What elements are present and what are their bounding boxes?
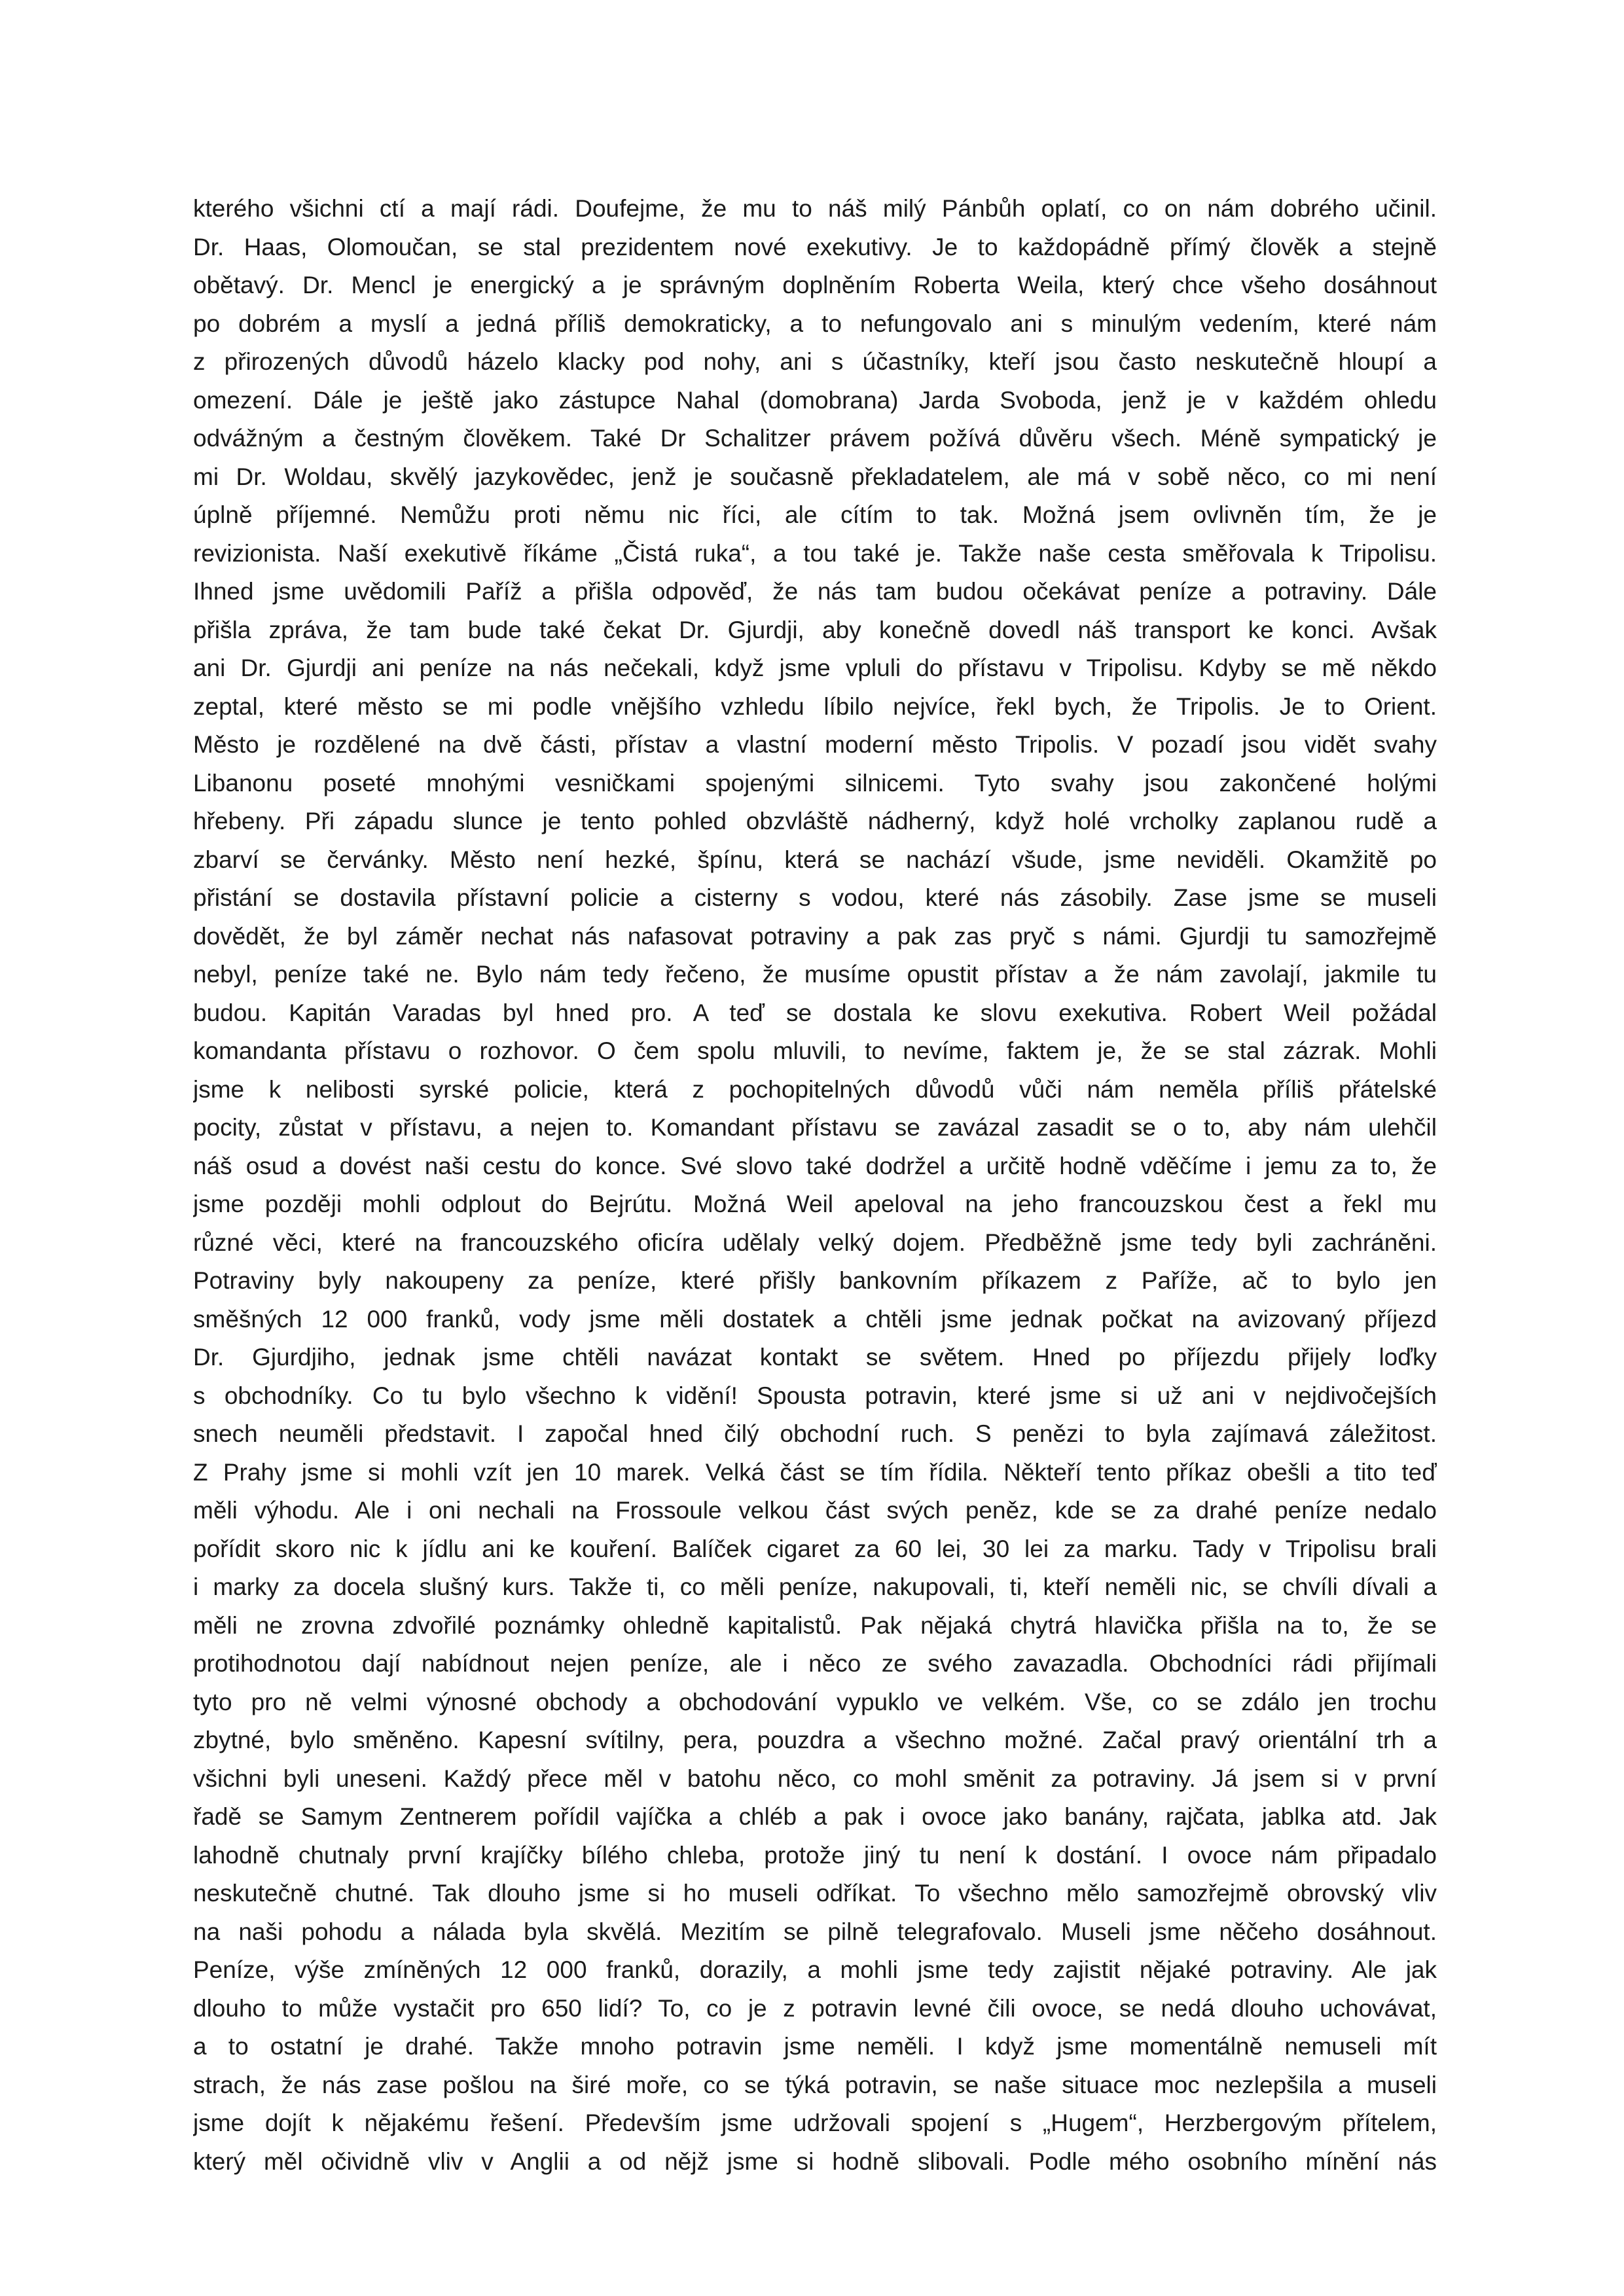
body-text <box>193 190 1437 2181</box>
text-line: hřebeny. Při západu slunce je tento pohled obzvláště nádherný, když holé vrcholky zaplanou rudě a <box>193 808 1437 834</box>
text-line: Libanonu poseté mnohými vesničkami spojenými silnicemi. Tyto svahy jsou zakončené holými <box>193 769 1437 797</box>
text-line: jsme později mohli odplout do Bejrútu. Možná Weil apeloval na jeho francouzskou čest a řekl mu <box>193 1191 1437 1217</box>
text-line: pořídit skoro nic k jídlu ani ke kouření. Balíček cigaret za 60 lei, 30 lei za marku. Tady v Tripolisu brali <box>193 1535 1437 1562</box>
text-line: pocity, zůstat v přístavu, a nejen to. Komandant přístavu se zavázal zasadit se o to, aby nám ulehčil <box>193 1114 1437 1141</box>
text-line: měli ne zrovna zdvořilé poznámky ohledně kapitalistů. Pak nějaká chytrá hlavička přišla na to, že se <box>193 1611 1437 1639</box>
text-line: Město je rozdělené na dvě části, přístav a vlastní moderní město Tripolis. V pozadí jsou vidět svahy <box>193 731 1437 758</box>
text-line: zbarví se červánky. Město není hezké, špínu, která se nachází všude, jsme neviděli. Okamžitě po <box>193 846 1437 873</box>
text-line: protihodnotou dají nabídnout nejen peníze, ale i něco ze svého zavazadla. Obchodníci rádi přijímali <box>193 1650 1437 1677</box>
text-line: odvážným a čestným člověkem. Také Dr Schalitzer právem požívá důvěru všech. Méně sympatický je <box>193 425 1437 452</box>
text-line: lahodně chutnaly první krajíčky bílého chleba, protože jiný tu není k dostání. I ovoce nám připadalo <box>193 1841 1437 1869</box>
text-line: přistání se dostavila přístavní policie a cisterny s vodou, které nás zásobily. Zase jsme se museli <box>193 884 1437 911</box>
text-line: obětavý. Dr. Mencl je energický a je správným doplněním Roberta Weila, který chce všeho dosáhnout <box>193 272 1437 298</box>
text-line: Dr. Haas, Olomoučan, se stal prezidentem nové exekutivy. Je to každopádně přímý člověk a stejně <box>193 233 1437 260</box>
text-line: revizionista. Naší exekutivě říkáme „Čistá ruka“, a tou také je. Takže naše cesta směřovala k Tripolisu. <box>193 539 1437 567</box>
text-line: omezení. Dále je ještě jako zástupce Nahal (domobrana) Jarda Svoboda, jenž je v každém ohledu <box>193 386 1437 414</box>
text-line: snech neuměli představit. I započal hned čilý obchodní ruch. S penězi to byla zajímavá záležitost. <box>193 1420 1437 1447</box>
text-line: Potraviny byly nakoupeny za peníze, které přišly bankovním příkazem z Paříže, ač to bylo jen <box>193 1267 1437 1294</box>
text-line: měli výhodu. Ale i oni nechali na Frossoule velkou část svých peněz, kde se za drahé peníze nedalo <box>193 1497 1437 1524</box>
text-line: dovědět, že byl záměr nechat nás nafasovat potraviny a pak zas pryč s námi. Gjurdji tu samozřejmě <box>193 922 1437 950</box>
text-line: budou. Kapitán Varadas byl hned pro. A teď se dostala ke slovu exekutiva. Robert Weil požádal <box>193 999 1437 1026</box>
text-line: neskutečně chutné. Tak dlouho jsme si ho museli odříkat. To všechno mělo samozřejmě obrovský vliv <box>193 1880 1437 1907</box>
text-line: mi Dr. Woldau, skvělý jazykovědec, jenž je současně překladatelem, ale má v sobě něco, co mi není <box>193 463 1437 490</box>
text-line: po dobrém a myslí a jedná příliš demokraticky, a to nefungovalo ani s minulým vedením, které nám <box>193 310 1437 337</box>
text-line: přišla zpráva, že tam bude také čekat Dr. Gjurdji, aby konečně dovedl náš transport ke konci. Avšak <box>193 616 1437 643</box>
text-line: různé věci, které na francouzského oficíra udělaly velký dojem. Předběžně jsme tedy byli zachráněni. <box>193 1229 1437 1256</box>
text-line: zbytné, bylo směněno. Kapesní svítilny, pera, pouzdra a všechno možné. Začal pravý orientální trh a <box>193 1727 1437 1753</box>
text-line: všichni byli uneseni. Každý přece měl v batohu něco, co mohl směnit za potraviny. Já jsem si v první <box>193 1765 1437 1792</box>
text-line: tyto pro ně velmi výnosné obchody a obchodování vypuklo ve velkém. Vše, co se zdálo jen trochu <box>193 1688 1437 1715</box>
text-line: a to ostatní je drahé. Takže mnoho potravin jsme neměli. I když jsme momentálně nemuseli mít <box>193 2033 1437 2060</box>
text-line: i marky za docela slušný kurs. Takže ti, co měli peníze, nakupovali, ti, kteří neměli nic, se chvíli dívali a <box>193 1573 1437 1600</box>
text-line: kterého všichni ctí a mají rádi. Doufejme, že mu to náš milý Pánbůh oplatí, co on nám dobrého učinil. <box>193 195 1437 222</box>
text-line: úplně příjemné. Nemůžu proti němu nic říci, ale cítím to tak. Možná jsem ovlivněn tím, že je <box>193 501 1437 528</box>
text-line: Ihned jsme uvědomili Paříž a přišla odpověď, že nás tam budou očekávat peníze a potraviny. Dále <box>193 578 1437 605</box>
text-line: z přirozených důvodů házelo klacky pod nohy, ani s účastníky, kteří jsou často neskutečně hloupí a <box>193 348 1437 375</box>
text-line: zeptal, které město se mi podle vnějšího vzhledu líbilo nejvíce, řekl bych, že Tripolis. Je to Orient. <box>193 692 1437 720</box>
text-line: strach, že nás zase pošlou na širé moře, co se týká potravin, se naše situace moc nezlepšila a museli <box>193 2071 1437 2098</box>
text-line: řadě se Samym Zentnerem pořídil vajíčka a chléb a pak i ovoce jako banány, rajčata, jablka atd. Jak <box>193 1803 1437 1830</box>
text-line: který měl očividně vliv v Anglii a od nějž jsme si hodně slibovali. Podle mého osobního mínění nás <box>193 2147 1437 2175</box>
text-line: směšných 12 000 franků, vody jsme měli dostatek a chtěli jsme jednak počkat na avizovaný příjezd <box>193 1305 1437 1333</box>
text-line: dlouho to může vystačit pro 650 lidí? To, co je z potravin levné čili ovoce, se nedá dlouho uchovávat, <box>193 1994 1437 2022</box>
text-line: náš osud a dovést naši cestu do konce. Své slovo také dodržel a určitě hodně vděčíme i jemu za to, že <box>193 1152 1437 1179</box>
text-line: nebyl, peníze také ne. Bylo nám tedy řečeno, že musíme opustit přístav a že nám zavolají, jakmile tu <box>193 961 1437 988</box>
text-line: s obchodníky. Co tu bylo všechno k vidění! Spousta potravin, které jsme si už ani v nejdivočejších <box>193 1382 1437 1409</box>
text-line: Z Prahy jsme si mohli vzít jen 10 marek. Velká část se tím řídila. Někteří tento příkaz obešli a tito teď <box>193 1458 1437 1486</box>
text-line: na naši pohodu a nálada byla skvělá. Mezitím se pilně telegrafovalo. Museli jsme něčeho dosáhnout. <box>193 1918 1437 1945</box>
text-line: Peníze, výše zmíněných 12 000 franků, dorazily, a mohli jsme tedy zajistit nějaké potraviny. Ale jak <box>193 1956 1437 1983</box>
text-line: ani Dr. Gjurdji ani peníze na nás nečekali, když jsme vpluli do přístavu v Tripolisu. Kdyby se mě někdo <box>193 655 1437 681</box>
text-line: jsme dojít k nějakému řešení. Především jsme udržovali spojení s „Hugem“, Herzbergovým přítelem, <box>193 2109 1437 2136</box>
text-line: Dr. Gjurdjiho, jednak jsme chtěli navázat kontakt se světem. Hned po příjezdu přijely loďky <box>193 1344 1437 1371</box>
text-line: komandanta přístavu o rozhovor. O čem spolu mluvili, to nevíme, faktem je, že se stal zázrak. Mohli <box>193 1037 1437 1064</box>
text-line: jsme k nelibosti syrské policie, která z pochopitelných důvodů vůči nám neměla příliš přátelské <box>193 1075 1437 1103</box>
